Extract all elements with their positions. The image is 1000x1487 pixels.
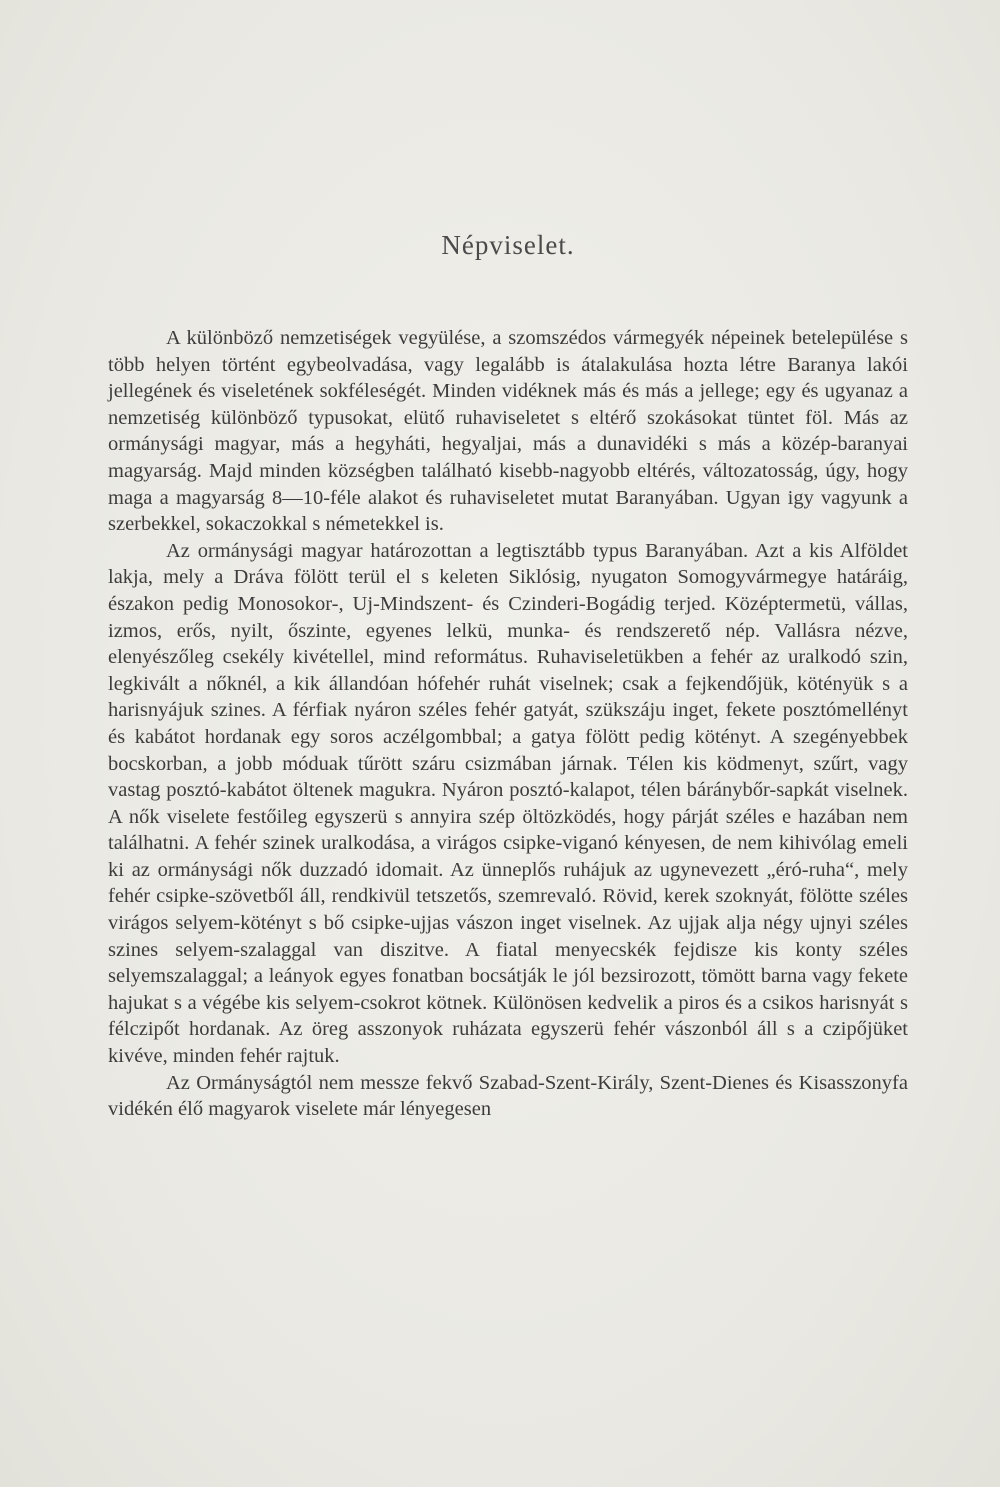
book-page xyxy=(108,225,908,1123)
page-title: Népviselet. xyxy=(441,230,575,260)
paragraph-3: Az Ormányságtól nem messze fekvő Szabad-Szent-Király, Szent-Dienes és Kisasszonyfa vidékén élő magyarok viselete már lényegesen xyxy=(108,1071,908,1121)
paragraph-2: Az ormánysági magyar határozottan a legtisztább typus Baranyában. Azt a kis Alföldet lakja, mely a Dráva fölött terül el s keleten Siklósig, nyugaton Somogyvármegye határáig, északon pedig Monosokor-, Uj-Mindszent- és Czinderi-Bogádig terjed. Középtermetü, vállas, izmos, erős, nyilt, őszinte, egyenes lelkü, munka- és rendszerető nép. Vallásra nézve, elenyészőleg csekély kivétellel, mind református. Ruhaviseletükben a fehér az uralkodó szin, legkivált a nőknél, a kik állandóan hófehér ruhát viselnek; csak a fejkendőjük, kötényük s a harisnyájuk szines. A férfiak nyáron széles fehér gatyát, szükszáju inget, fekete posztómellényt és kabátot hordanak egy soros aczélgombbal; a gatya fölött pedig kötényt. A szegényebbek bocskorban, a jobb móduak tűrött száru csizmában járnak. Télen kis ködmenyt, szűrt, vagy vastag posztó-kabátot öltenek magukra. Nyáron posztó-kalapot, télen báránybőr-sapkát viselnek. A nők viselete festőileg egyszerü s annyira szép öltözködés, hogy párját széles e hazában nem találhatni. A fehér szinek uralkodása, a virágos csipke-viganó kényesen, de nem kihivólag emeli ki az ormánysági nők duzzadó idomait. Az ünneplős ruhájuk az ugynevezett „éró-ruha“, mely fehér csipke-szövetből áll, rendkivül tetszetős, szemrevaló. Rövid, kerek szoknyát, fölötte széles virágos selyem-kötényt s bő csipke-ujjas vászon inget viselnek. Az ujjak alja négy ujnyi széles szines selyem-szalaggal van diszitve. A fiatal menyecskék fejdisze kis konty széles selyemszalaggal; a leányok egyes fonatban bocsátják le jól bezsirozott, tömött barna vagy fekete hajukat s a végébe kis selyem-csokrot kötnek. Különösen kedvelik a piros és a csikos harisnyát s félczipőt hordanak. Az öreg asszonyok ruházata egyszerü fehér vászonból áll s a czipőjüket kivéve, minden fehér rajtuk. xyxy=(108,539,908,1068)
body-text xyxy=(108,325,908,1123)
paragraph-1: A különböző nemzetiségek vegyülése, a szomszédos vármegyék népeinek betelepülése s több helyen történt egybeolvadása, vagy legalább is átalakulása hozta létre Baranya lakói jellegének és viseletének sokféleségét. Minden vidéknek más és más a jellege; egy és ugyanaz a nemzetiség különböző typusokat, elütő ruhaviseletet s eltérő szokásokat tüntet föl. Más az ormánysági magyar, más a hegyháti, hegyaljai, más a dunavidéki s más a közép-baranyai magyarság. Majd minden községben található kisebb-nagyobb eltérés, változatosság, úgy, hogy maga a magyarság 8—10-féle alakot és ruhaviseletet mutat Baranyában. Ugyan igy vagyunk a szerbekkel, sokaczokkal s németekkel is. xyxy=(108,327,908,536)
